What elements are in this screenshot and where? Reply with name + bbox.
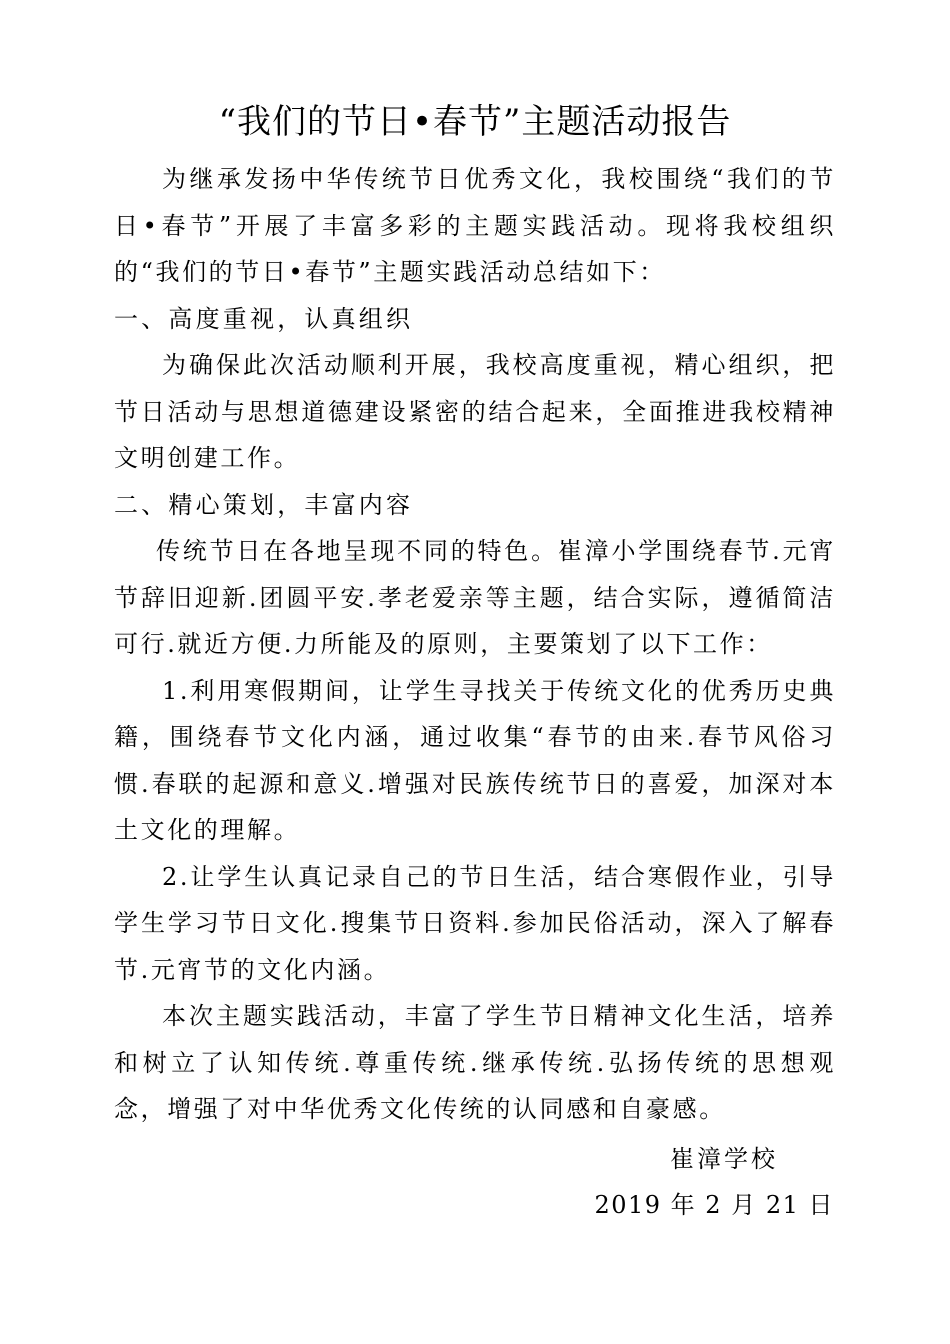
list-item-1: 1.利用寒假期间，让学生寻找关于传统文化的优秀历史典籍，围绕春节文化内涵，通过收集“春节的由来.春节风俗习惯.春联的起源和意义.增强对民族传统节日的喜爱，加深对本土文化的理解。	[114, 676, 836, 844]
section-1-paragraph: 为确保此次活动顺利开展，我校高度重视，精心组织，把节日活动与思想道德建设紧密的结合起来，全面推进我校精神文明创建工作。	[114, 351, 836, 472]
document-page	[114, 0, 836, 1344]
document-title: “我们的节日•春节”主题活动报告	[218, 102, 732, 142]
section-2-paragraph: 传统节日在各地呈现不同的特色。崔漳小学围绕春节.元宵节辞旧迎新.团圆平安.孝老爱亲等主题，结合实际，遵循简洁可行.就近方便.力所能及的原则，主要策划了以下工作：	[114, 537, 836, 658]
list-item-2: 2.让学生认真记录自己的节日生活，结合寒假作业，引导学生学习节日文化.搜集节日资料.参加民俗活动，深入了解春节.元宵节的文化内涵。	[114, 862, 836, 984]
signature: 崔漳学校	[670, 1145, 778, 1173]
conclusion-paragraph: 本次主题实践活动，丰富了学生节日精神文化生活，培养和树立了认知传统.尊重传统.继承传统.弘扬传统的思想观念，增强了对中华优秀文化传统的认同感和自豪感。	[114, 1002, 836, 1123]
intro-paragraph: 为继承发扬中华传统节日优秀文化，我校围绕“我们的节日•春节”开展了丰富多彩的主题实践活动。现将我校组织的“我们的节日•春节”主题实践活动总结如下：	[114, 165, 836, 286]
section-heading-1: 一、高度重视，认真组织	[114, 304, 414, 333]
date: 2019 年 2 月 21 日	[594, 1191, 834, 1219]
section-heading-2: 二、精心策划，丰富内容	[114, 490, 414, 519]
document-body	[114, 156, 836, 1133]
